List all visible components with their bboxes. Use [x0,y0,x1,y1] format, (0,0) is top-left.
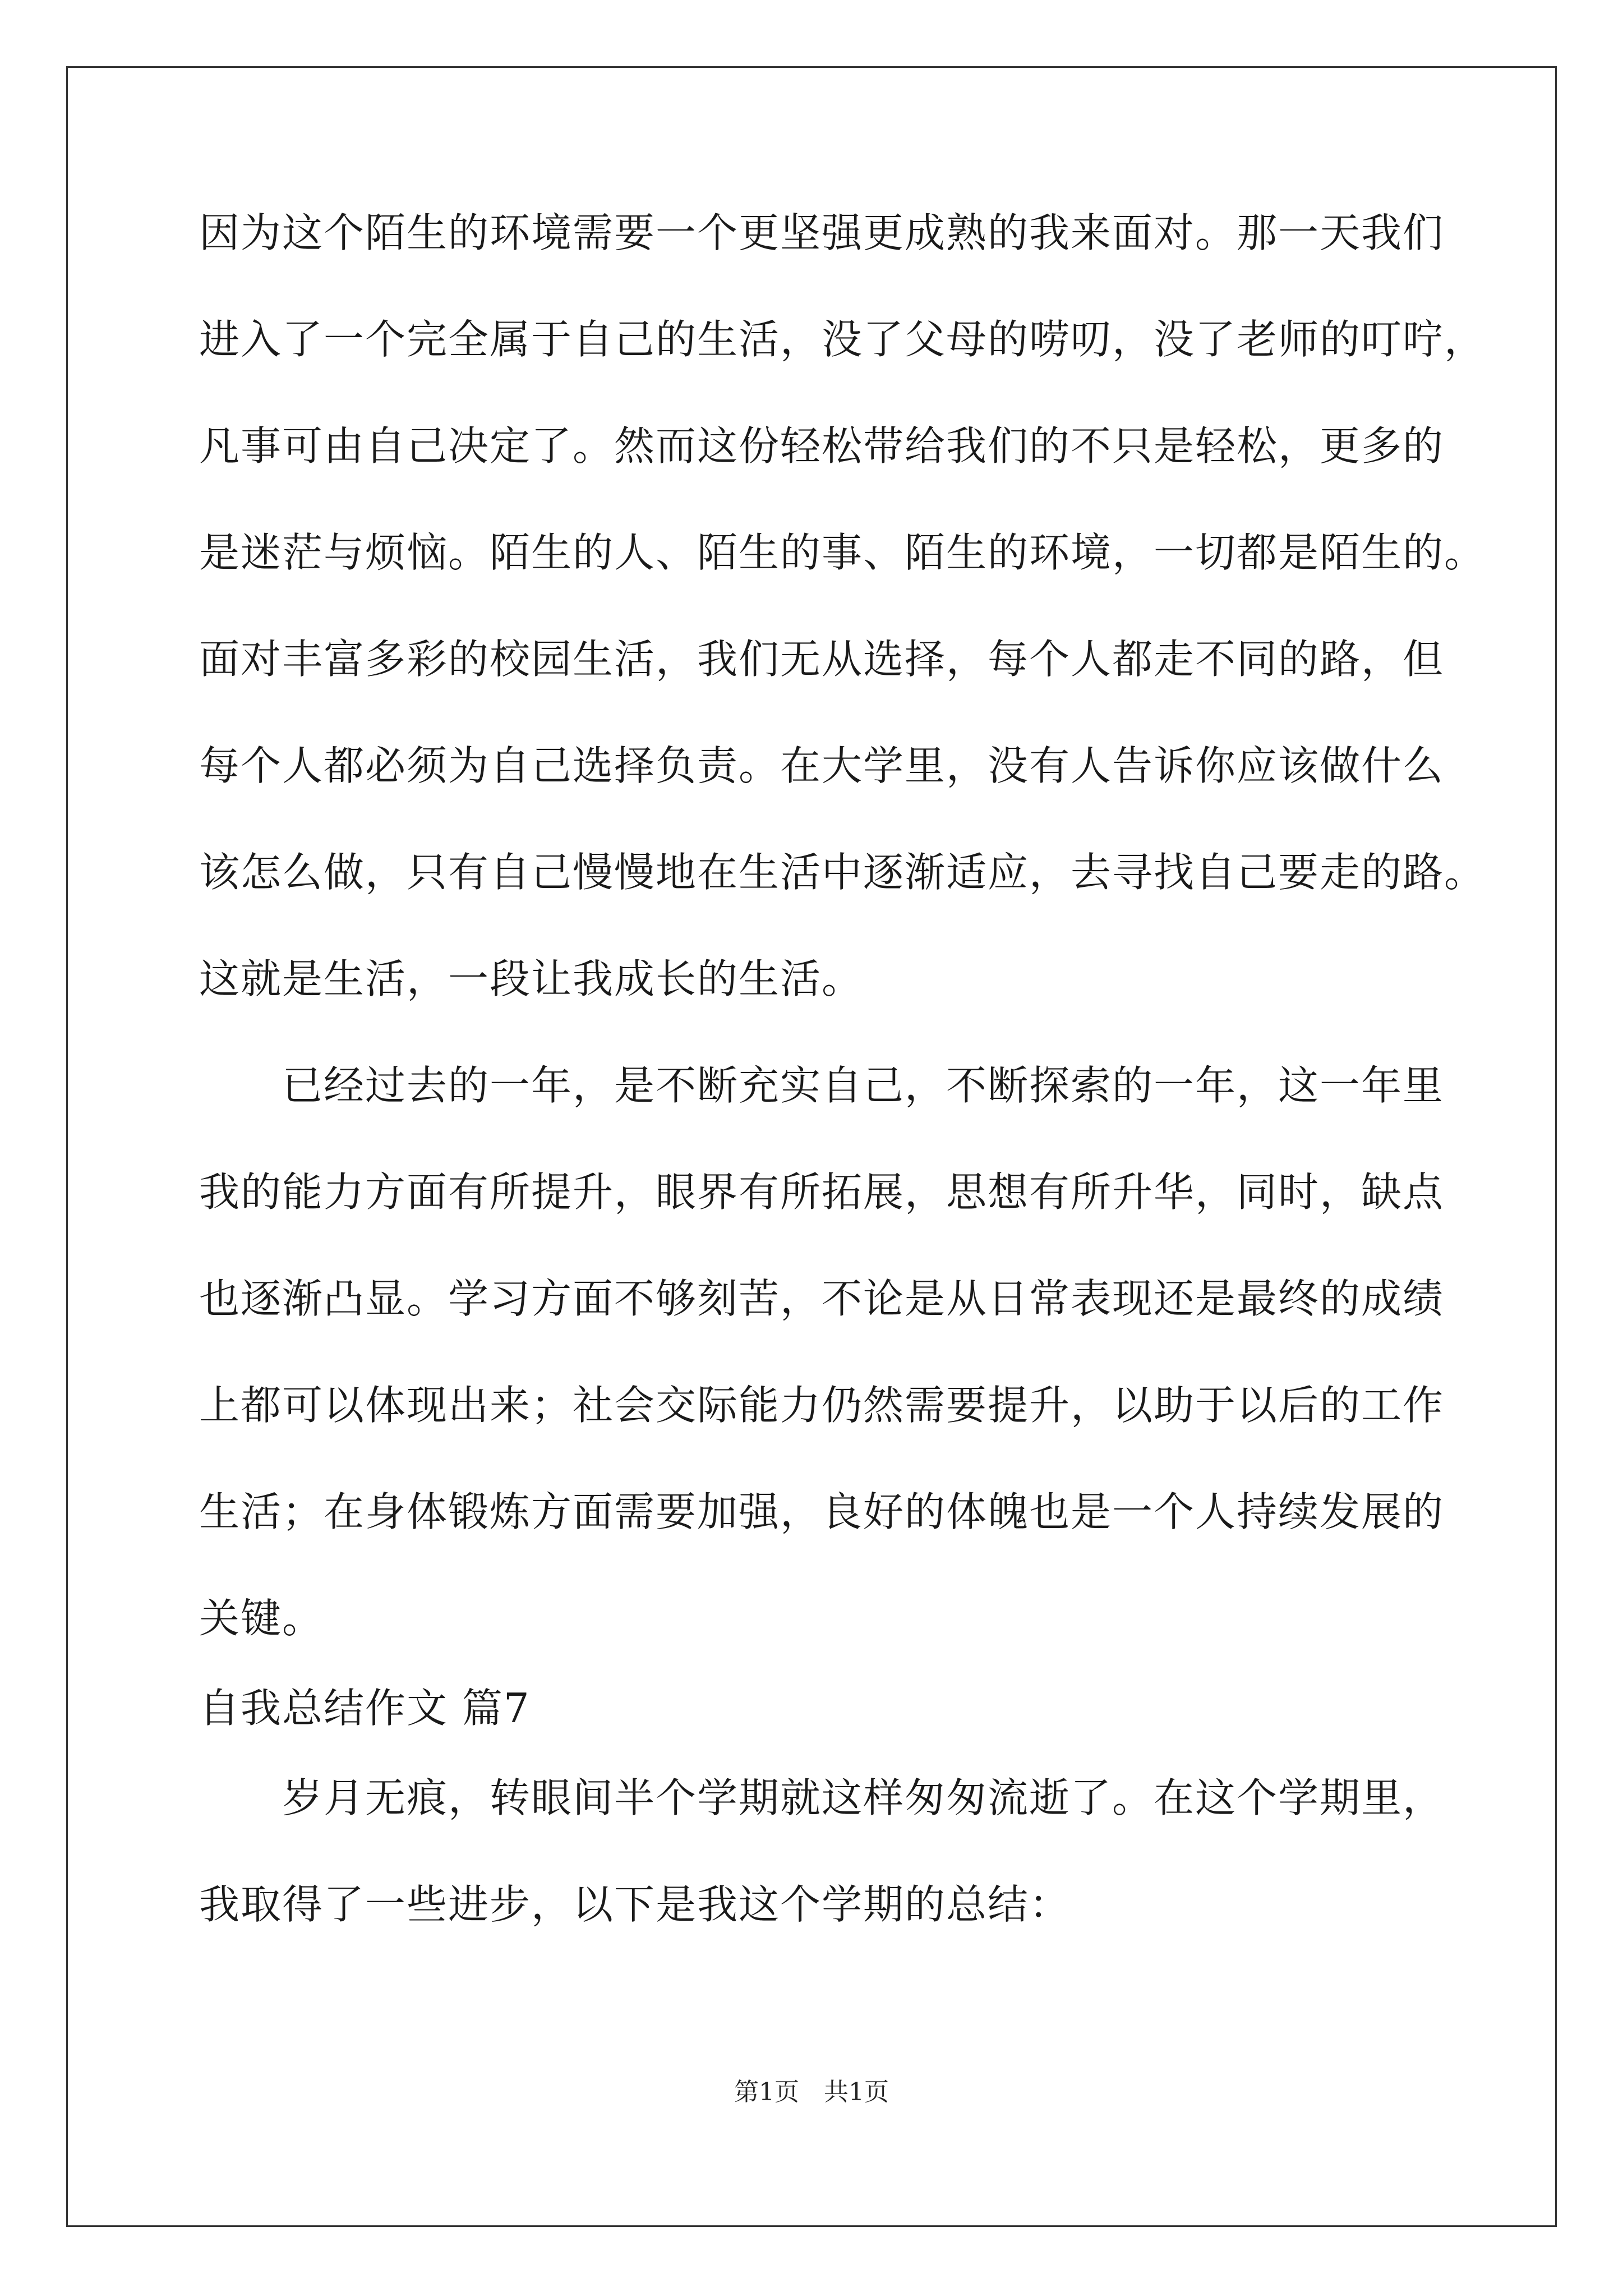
text-line: 关键。 [199,1595,324,1642]
page-number-footer: 第1页 共1页 [734,2078,889,2106]
text-line: 上都可以体现出来；社会交际能力仍然需要提升，以助于以后的工作 [199,1382,1445,1429]
text-line: 因为这个陌生的环境需要一个更坚强更成熟的我来面对。那一天我们 [199,209,1445,256]
text-line: 是迷茫与烦恼。陌生的人、陌生的事、陌生的环境，一切都是陌生的。 [199,529,1486,576]
text-line: 我取得了一些进步，以下是我这个学期的总结： [199,1881,1071,1928]
text-line: 该怎么做，只有自己慢慢地在生活中逐渐适应，去寻找自己要走的路。 [199,849,1486,896]
text-line: 每个人都必须为自己选择负责。在大学里，没有人告诉你应该做什么 [199,742,1445,789]
text-line: 我的能力方面有所提升，眼界有所拓展，思想有所升华，同时，缺点 [199,1168,1445,1216]
text-line: 岁月无痕，转眼间半个学期就这样匆匆流逝了。在这个学期里， [199,1774,1445,1821]
text-line: 凡事可由自己决定了。然而这份轻松带给我们的不只是轻松，更多的 [199,422,1445,470]
text-line: 已经过去的一年，是不断充实自己，不断探索的一年，这一年里 [199,1062,1445,1109]
text-line: 也逐渐凸显。学习方面不够刻苦，不论是从日常表现还是最终的成绩 [199,1275,1445,1322]
text-line: 这就是生活，一段让我成长的生活。 [199,955,864,1002]
section-heading: 自我总结作文 篇7 [199,1685,531,1732]
text-line: 进入了一个完全属于自己的生活，没了父母的唠叨，没了老师的叮咛， [199,316,1486,363]
text-line: 生活；在身体锻炼方面需要加强，良好的体魄也是一个人持续发展的 [199,1488,1445,1535]
text-line: 面对丰富多彩的校园生活，我们无从选择，每个人都走不同的路，但 [199,636,1445,683]
